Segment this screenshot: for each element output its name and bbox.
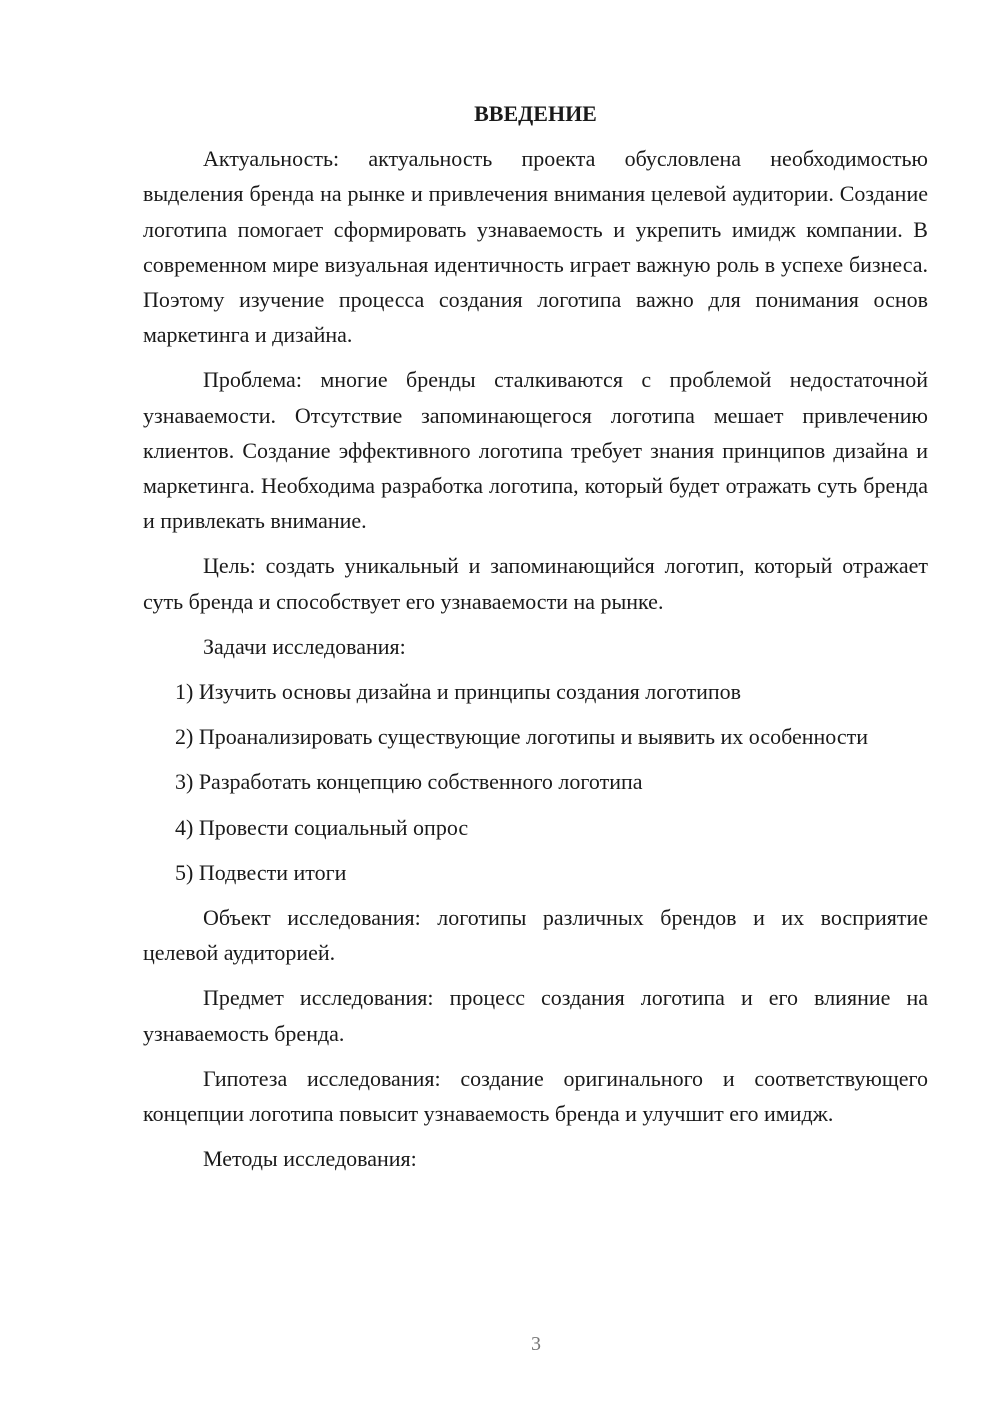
paragraph-goal: Цель: создать уникальный и запоминающийся логотип, который отражает суть бренда и способствует его узнаваемости на рынке. — [143, 553, 928, 614]
task-item: 5) Подвести итоги — [175, 859, 347, 885]
task-item: 3) Разработать концепцию собственного логотипа — [175, 769, 643, 795]
task-item: 4) Провести социальный опрос — [175, 814, 469, 840]
task-item: 1) Изучить основы дизайна и принципы создания логотипов — [175, 679, 742, 705]
page-number: 3 — [531, 1333, 541, 1355]
paragraph-methods: Методы исследования: — [203, 1146, 417, 1172]
page-content — [143, 96, 928, 1186]
section-title: ВВЕДЕНИЕ — [474, 101, 597, 126]
task-item: 2) Проанализировать существующие логотипы и выявить их особенности — [175, 724, 868, 750]
paragraph-problem: Проблема: многие бренды сталкиваются с проблемой недостаточной узнаваемости. Отсутствие запоминающегося логотипа мешает привлечению клиентов. Создание эффективного логотипа требует знания принципов дизайна и маркетинга. Необходима разработка логотипа, который будет отражать суть бренда и привлекать внимание. — [143, 367, 928, 534]
paragraph-relevance: Актуальность: актуальность проекта обусловлена необходимостью выделения бренда на рынке и привлечения внимания целевой аудитории. Создание логотипа помогает сформировать узнаваемость и укрепить имидж компании. В современном мире визуальная идентичность играет важную роль в успехе бизнеса. Поэтому изучение процесса создания логотипа важно для понимания основ маркетинга и дизайна. — [143, 146, 928, 348]
paragraph-hypothesis: Гипотеза исследования: создание оригинального и соответствующего концепции логотипа повысит узнаваемость бренда и улучшит его имидж. — [143, 1065, 928, 1127]
paragraph-object: Объект исследования: логотипы различных брендов и их восприятие целевой аудиторией. — [143, 905, 928, 966]
paragraph-tasks-heading: Задачи исследования: — [203, 633, 406, 659]
paragraph-subject: Предмет исследования: процесс создания логотипа и его влияние на узнаваемость бренда. — [143, 985, 928, 1046]
